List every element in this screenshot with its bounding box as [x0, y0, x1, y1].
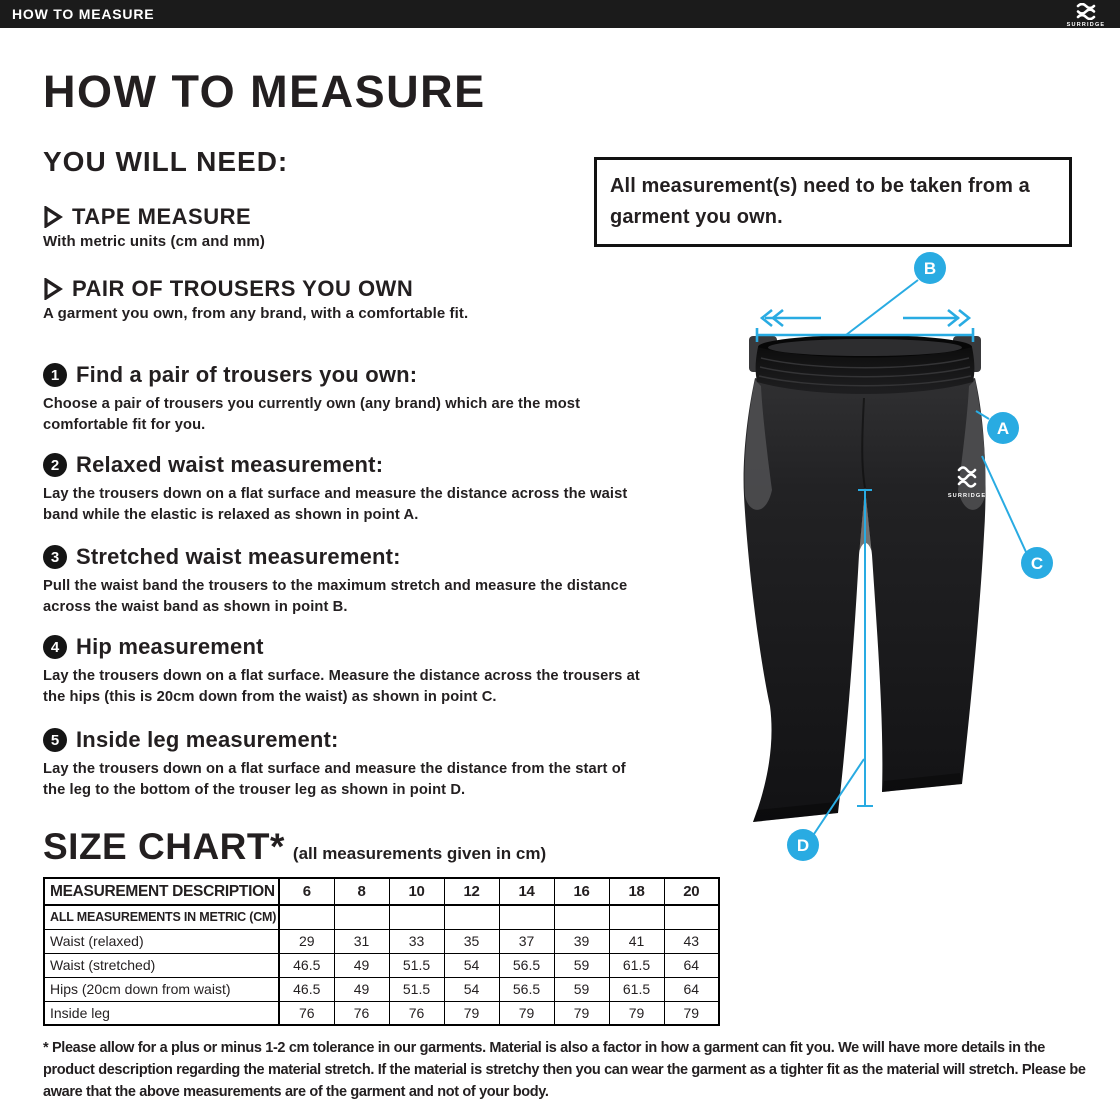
- topbar-title: HOW TO MEASURE: [12, 6, 155, 22]
- point-d-label: D: [796, 836, 810, 855]
- row-value: 51.5: [389, 977, 444, 1001]
- column-header: 14: [499, 878, 554, 905]
- column-header: 8: [334, 878, 389, 905]
- step-number-badge: 2: [43, 453, 67, 477]
- row-value: 49: [334, 977, 389, 1001]
- step-2: [43, 452, 655, 527]
- row-value: 43: [664, 929, 719, 953]
- table-row: [44, 953, 719, 977]
- need-item-subtitle: A garment you own, from any brand, with a comfortable fit.: [43, 305, 469, 322]
- triangle-bullet-icon: [43, 278, 63, 300]
- row-value: [389, 905, 444, 929]
- step-body: Lay the trousers down on a flat surface and measure the distance across the waist band while the elastic is relaxed as shown in point A.: [43, 486, 628, 524]
- need-item-title: TAPE MEASURE: [72, 204, 252, 229]
- row-value: 41: [609, 929, 664, 953]
- row-label: Waist (stretched): [44, 953, 279, 977]
- step-title: Inside leg measurement:: [76, 727, 339, 752]
- row-value: 76: [279, 1001, 334, 1025]
- row-value: 39: [554, 929, 609, 953]
- size-chart-heading: [43, 826, 546, 868]
- step-number-badge: 5: [43, 728, 67, 752]
- step-body: Choose a pair of trousers you currently own (any brand) which are the most comfortable fit for you.: [43, 396, 581, 434]
- svg-text:SURRIDGE: SURRIDGE: [947, 493, 987, 499]
- step-number-badge: 4: [43, 635, 67, 659]
- column-header: MEASUREMENT DESCRIPTION: [44, 878, 279, 905]
- column-header: 12: [444, 878, 499, 905]
- row-value: [664, 905, 719, 929]
- step-title: Find a pair of trousers you own:: [76, 362, 418, 387]
- row-value: 37: [499, 929, 554, 953]
- column-header: 10: [389, 878, 444, 905]
- top-bar: [0, 0, 1120, 28]
- row-value: 64: [664, 953, 719, 977]
- size-chart-body: [44, 905, 719, 1025]
- row-value: [609, 905, 664, 929]
- step-title: Relaxed waist measurement:: [76, 452, 384, 477]
- row-value: 59: [554, 953, 609, 977]
- row-value: 76: [389, 1001, 444, 1025]
- size-chart-title: SIZE CHART*: [43, 826, 285, 867]
- column-header: 18: [609, 878, 664, 905]
- leader-line-b: [846, 280, 918, 335]
- row-value: 59: [554, 977, 609, 1001]
- row-value: 46.5: [279, 953, 334, 977]
- row-value: [554, 905, 609, 929]
- row-label: Inside leg: [44, 1001, 279, 1025]
- row-value: 79: [664, 1001, 719, 1025]
- column-header: 20: [664, 878, 719, 905]
- need-item-subtitle: With metric units (cm and mm): [43, 233, 265, 250]
- row-value: [499, 905, 554, 929]
- triangle-bullet-icon: [43, 206, 63, 228]
- row-value: 79: [499, 1001, 554, 1025]
- step-body: Lay the trousers down on a flat surface. Measure the distance across the trousers at the hips (this is 20cm down from the waist) as shown in point C.: [43, 668, 640, 706]
- step-body: Pull the waist band the trousers to the maximum stretch and measure the distance across the waist band as shown in point B.: [43, 578, 628, 616]
- notice-text: All measurement(s) need to be taken from a garment you own.: [610, 175, 1030, 228]
- row-value: 61.5: [609, 977, 664, 1001]
- point-b-label: B: [923, 259, 937, 278]
- table-row: [44, 929, 719, 953]
- step-3: [43, 544, 655, 619]
- row-label: ALL MEASUREMENTS IN METRIC (CM): [44, 905, 279, 929]
- column-header: 6: [279, 878, 334, 905]
- row-value: 64: [664, 977, 719, 1001]
- row-value: 56.5: [499, 953, 554, 977]
- row-value: 33: [389, 929, 444, 953]
- point-c-label: C: [1030, 554, 1044, 573]
- row-value: [444, 905, 499, 929]
- row-value: 54: [444, 977, 499, 1001]
- step-number-badge: 3: [43, 545, 67, 569]
- surridge-logo: [1064, 1, 1108, 27]
- step-5: [43, 727, 655, 802]
- row-value: 31: [334, 929, 389, 953]
- table-header-row: [44, 878, 719, 905]
- step-1: [43, 362, 655, 437]
- row-value: [279, 905, 334, 929]
- notice-box: [594, 157, 1072, 247]
- page-title: HOW TO MEASURE: [43, 66, 486, 117]
- row-value: [334, 905, 389, 929]
- size-chart-table: [43, 877, 720, 1026]
- row-value: 79: [444, 1001, 499, 1025]
- row-label: Waist (relaxed): [44, 929, 279, 953]
- row-value: 49: [334, 953, 389, 977]
- need-item-title: PAIR OF TROUSERS YOU OWN: [72, 276, 414, 301]
- point-a-label: A: [996, 419, 1010, 438]
- tolerance-footnote: * Please allow for a plus or minus 1-2 cm tolerance in our garments. Material is also a factor in how a garment can fit you. We will have more details in the product description regarding the material stretch. If the material is stretchy then you can wear the garment as a tighter fit as the material will stretch. Please be aware that the above measurements are of the garment and not of your body.: [43, 1040, 1086, 1100]
- trousers-illustration: [735, 240, 1085, 880]
- row-value: 79: [554, 1001, 609, 1025]
- step-title: Stretched waist measurement:: [76, 544, 401, 569]
- step-number-badge: 1: [43, 363, 67, 387]
- step-4: [43, 634, 655, 709]
- surridge-logo-text: [1064, 20, 1108, 27]
- you-will-need-heading: YOU WILL NEED:: [43, 146, 289, 177]
- step-title: Hip measurement: [76, 634, 264, 659]
- row-value: 46.5: [279, 977, 334, 1001]
- row-value: 35: [444, 929, 499, 953]
- row-value: 54: [444, 953, 499, 977]
- step-body: Lay the trousers down on a flat surface and measure the distance from the start of the leg to the bottom of the trouser leg as shown in point D.: [43, 761, 626, 799]
- svg-text:SURRIDGE: SURRIDGE: [1066, 22, 1106, 27]
- need-item-tape-measure: [43, 204, 603, 250]
- row-value: 61.5: [609, 953, 664, 977]
- surridge-s-icon: [1073, 3, 1099, 20]
- row-value: 51.5: [389, 953, 444, 977]
- column-header: 16: [554, 878, 609, 905]
- row-value: 76: [334, 1001, 389, 1025]
- row-label: Hips (20cm down from waist): [44, 977, 279, 1001]
- row-value: 56.5: [499, 977, 554, 1001]
- table-row: [44, 1001, 719, 1025]
- row-value: 79: [609, 1001, 664, 1025]
- size-chart-subtitle: (all measurements given in cm): [292, 844, 547, 863]
- leader-line-c: [982, 456, 1026, 552]
- table-row: [44, 977, 719, 1001]
- row-value: 29: [279, 929, 334, 953]
- need-item-trousers: [43, 276, 603, 322]
- table-row: [44, 905, 719, 929]
